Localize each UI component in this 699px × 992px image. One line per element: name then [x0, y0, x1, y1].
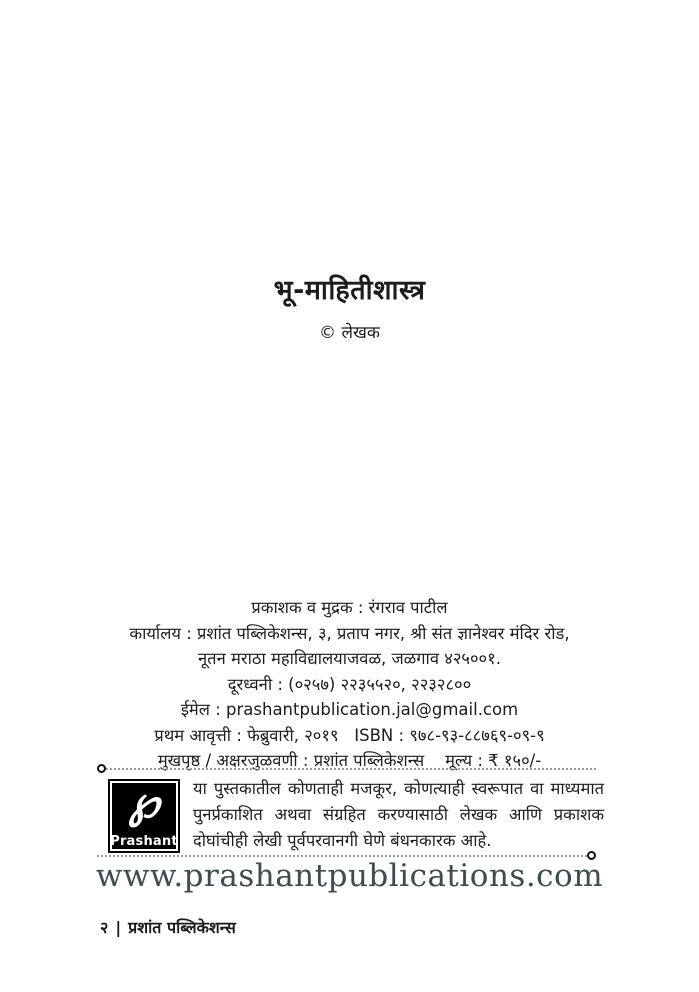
copyright-author-line: © लेखक [319, 323, 380, 343]
prashant-logo [108, 779, 180, 853]
page-number: २ [100, 918, 109, 937]
copyright-notice [108, 779, 604, 854]
logo-wordmark: Prashant [110, 834, 178, 849]
dotted-rule [106, 768, 596, 770]
edition-isbn-line: प्रथम आवृत्ती : फेब्रुवारी, २०१९ ISBN : ९७८-९३-८८७६९-०९-९ [154, 725, 545, 745]
cover-price-line: मुखपृष्ठ / अक्षरजुळवणी : प्रशांत पब्लिकेशन्स मूल्य : ₹ १५०/- [157, 751, 542, 770]
script-p-icon: ℘ [128, 777, 160, 828]
email-line: ईमेल : prashantpublication.jal@gmail.com [180, 700, 519, 719]
publication-details [0, 595, 699, 774]
footer-publisher-name: प्रशांत पब्लिकेशन्स [128, 918, 236, 937]
separator-top [97, 764, 596, 773]
address-continued-line: नूतन मराठा महाविद्यालयाजवळ, जळगाव ४२५००१. [198, 649, 501, 668]
dotted-rule [97, 855, 587, 857]
publisher-printer-line: प्रकाशक व मुद्रक : रंगराव पाटील [251, 598, 448, 617]
rights-notice-text: या पुस्तकातील कोणताही मजकूर, कोणत्याही स्वरूपात वा माध्यमात पुनर्प्रकाशित अथवा संग्रहित करण्यासाठी लेखक आणि प्रकाशक दोघांचीही लेखी पूर्वपरवानगी घेणे बंधनकारक आहे. [193, 779, 604, 850]
footer-divider: | [115, 918, 122, 937]
page-footer [100, 916, 236, 938]
book-title: भू-माहितीशास्त्र [273, 275, 426, 306]
publisher-website: www.prashantpublications.com [95, 858, 604, 894]
separator-end-dot [97, 764, 106, 773]
phone-line: दूरध्वनी : (०२५७) २२३५५२०, २२३२८०० [227, 674, 472, 694]
office-address-line: कार्यालय : प्रशांत पब्लिकेशन्स, ३, प्रताप नगर, श्री संत ज्ञानेश्वर मंदिर रोड, [129, 623, 570, 643]
